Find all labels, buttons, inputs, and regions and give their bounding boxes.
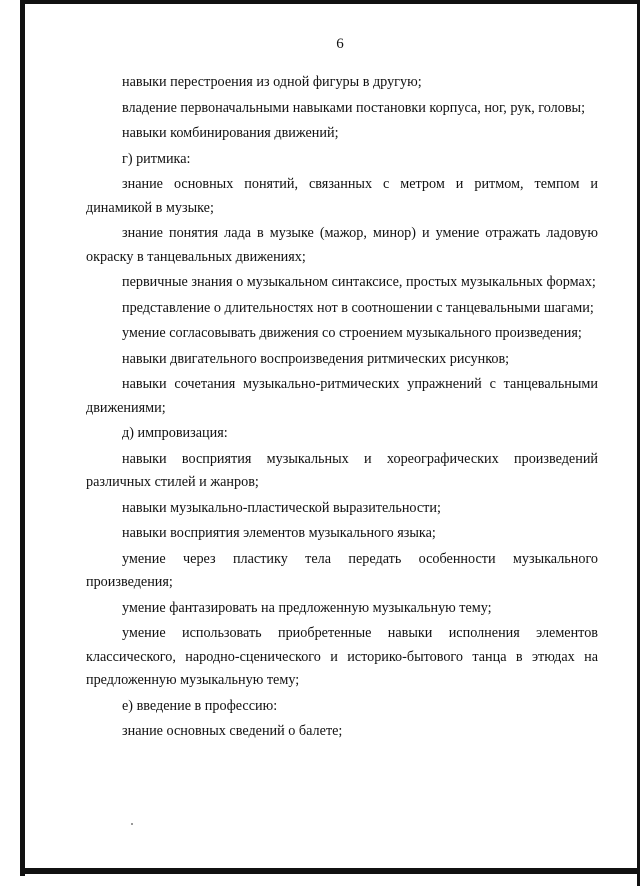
- page-number: 6: [336, 36, 344, 52]
- paragraph: знание основных понятий, связанных с метром и ритмом, темпом и динамикой в музыке;: [86, 176, 598, 216]
- document-body: [86, 71, 598, 746]
- paragraph: первичные знания о музыкальном синтаксисе, простых музыкальных формах;: [122, 274, 596, 290]
- paragraph: навыки восприятия музыкальных и хореографических произведений различных стилей и жанров;: [86, 450, 598, 490]
- paragraph: умение использовать приобретенные навыки исполнения элементов классического, народно-сценического и историко-бытового танца в этюдах на предложенную музыкальную тему;: [86, 625, 598, 688]
- paragraph: навыки сочетания музыкально-ритмических упражнений с танцевальными движениями;: [86, 376, 598, 416]
- section-heading: д) импровизация:: [122, 425, 228, 441]
- paragraph: навыки музыкально-пластической выразительности;: [122, 499, 441, 516]
- paragraph: знание понятия лада в музыке (мажор, минор) и умение отражать ладовую окраску в танцевальных движениях;: [86, 225, 598, 265]
- paragraph: навыки восприятия элементов музыкального языка;: [122, 525, 436, 541]
- paragraph: навыки перестроения из одной фигуры в другую;: [122, 74, 422, 90]
- paragraph: владение первоначальными навыками постановки корпуса, ног, рук, головы;: [122, 99, 586, 116]
- section-heading: е) введение в профессию:: [122, 697, 278, 714]
- scan-speck: [131, 823, 133, 825]
- paragraph: умение через пластику тела передать особенности музыкального произведения;: [86, 550, 598, 590]
- section-heading: г) ритмика:: [122, 150, 191, 167]
- scan-border-bottom: [20, 868, 640, 874]
- paragraph: представление о длительностях нот в соотношении с танцевальными шагами;: [122, 299, 594, 316]
- paragraph: умение фантазировать на предложенную музыкальную тему;: [122, 599, 492, 616]
- paragraph: навыки двигательного воспроизведения ритмических рисунков;: [122, 350, 510, 367]
- paragraph: навыки комбинирования движений;: [122, 125, 339, 141]
- scan-border-left: [20, 0, 25, 876]
- paragraph: умение согласовывать движения со строением музыкального произведения;: [122, 325, 582, 341]
- paragraph: знание основных сведений о балете;: [122, 723, 343, 739]
- scan-border-top: [20, 0, 640, 4]
